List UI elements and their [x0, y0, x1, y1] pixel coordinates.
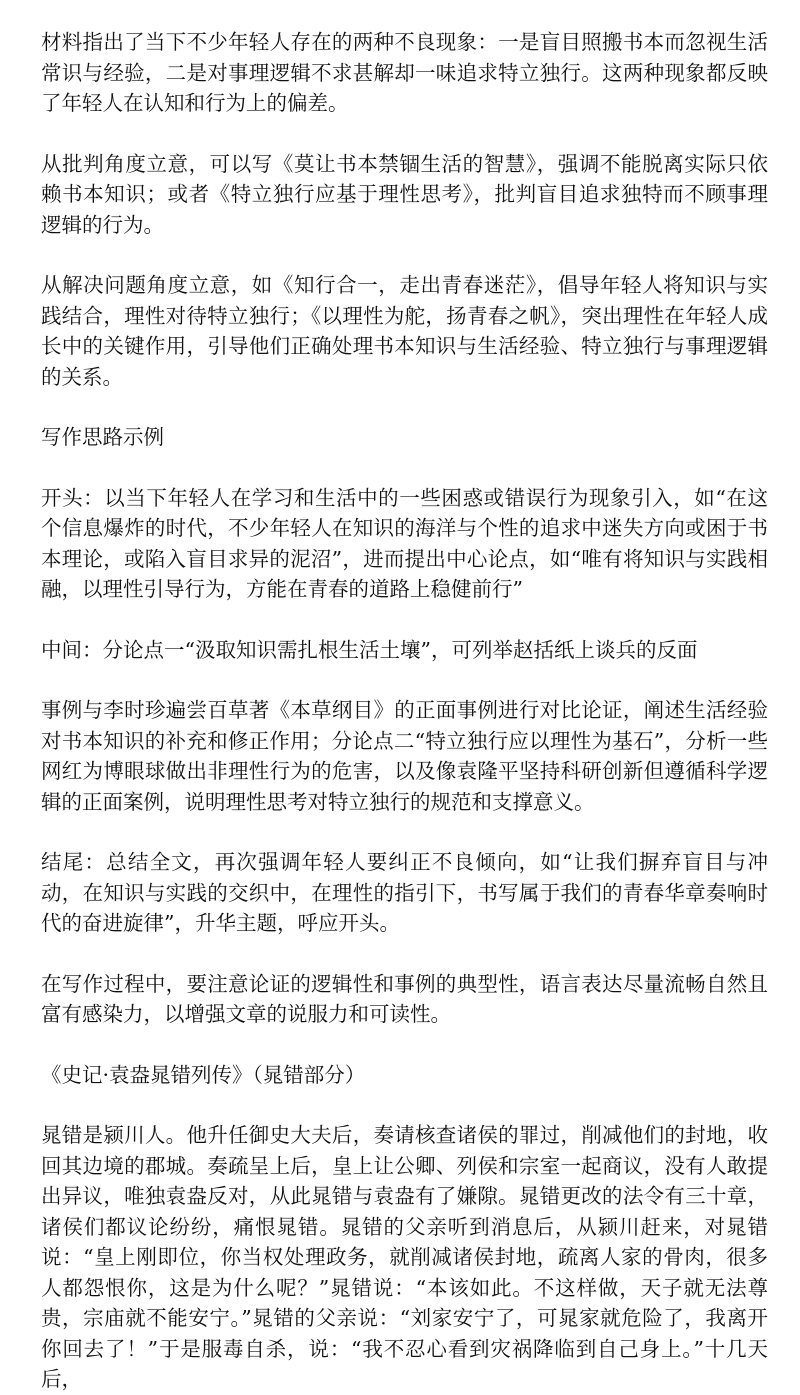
- paragraph-solution-angle: 从解决问题角度立意，如《知行合一，走出青春迷茫》，倡导年轻人将知识与实践结合，理性对待特立独行；《以理性为舵，扬青春之帆》，突出理性在年轻人成长中的关键作用，引导他们正确处理书本知识与生活经验、特立独行与事理逻辑的关系。: [41, 273, 768, 389]
- paragraph-middle-continued: 事例与李时珍遍尝百草著《本草纲目》的正面事例进行对比论证，阐述生活经验对书本知识的补充和修正作用；分论点二“特立独行应以理性为基石”，分析一些网红为博眼球做出非理性行为的危害，以及像袁隆平坚持科研创新但遵循科学逻辑的正面案例，说明理性思考对特立独行的规范和支撑意义。: [41, 698, 768, 814]
- paragraph-critical-angle: 从批判角度立意，可以写《莫让书本禁锢生活的智慧》，强调不能脱离实际只依赖书本知识；或者《特立独行应基于理性思考》，批判盲目追求独特而不顾事理逻辑的行为。: [41, 151, 768, 237]
- paragraph-writing-notes: 在写作过程中，要注意论证的逻辑性和事例的典型性，语言表达尽量流畅自然且富有感染力，以增强文章的说服力和可读性。: [41, 971, 768, 1026]
- paragraph-chao-cuo-story: 晁错是颍川人。他升任御史大夫后，奏请核查诸侯的罪过，削减他们的封地，收回其边境的郡城。奏疏呈上后，皇上让公卿、列侯和宗室一起商议，没有人敢提出异议，唯独袁盎反对，从此晁错与袁盎有了嫌隙。晁错更改的法令有三十章，诸侯们都议论纷纷，痛恨晁错。晁错的父亲听到消息后，从颍川赶来，对晁错说：“皇上刚即位，你当权处理政务，就削减诸侯封地，疏离人家的骨肉，很多人都怨恨你，这是为什么呢？”晁错说：“本该如此。不这样做，天子就无法尊贵，宗庙就不能安宁。”晁错的父亲说：“刘家安宁了，可晁家就危险了，我离开你回去了！”于是服毒自杀，说：“我不忍心看到灾祸降临到自己身上。”十几天后，: [41, 1123, 768, 1391]
- paragraph-opening: 开头：以当下年轻人在学习和生活中的一些困惑或错误行为现象引入，如“在这个信息爆炸的时代，不少年轻人在知识的海洋与个性的追求中迷失方向或困于书本理论，或陷入盲目求异的泥沼”，进而提出中心论点，如“唯有将知识与实践相融，以理性引导行为，方能在青春的道路上稳健前行”: [41, 485, 768, 601]
- paragraph-middle: 中间：分论点一“汲取知识需扎根生活土壤”，可列举赵括纸上谈兵的反面: [41, 637, 698, 662]
- paragraph-material-analysis: 材料指出了当下不少年轻人存在的两种不良现象：一是盲目照搬书本而忽视生活常识与经验，二是对事理逻辑不求甚解却一味追求特立独行。这两种现象都反映了年轻人在认知和行为上的偏差。: [41, 30, 768, 115]
- paragraph-ending: 结尾：总结全文，再次强调年轻人要纠正不良倾向，如“让我们摒弃盲目与冲动，在知识与实践的交织中，在理性的指引下，书写属于我们的青春华章奏响时代的奋进旋律”，升华主题，呼应开头。: [41, 850, 768, 935]
- section-heading-shiji: 《史记·袁盎晁错列传》（晁错部分）: [41, 1062, 366, 1087]
- section-heading-writing-outline: 写作思路示例: [41, 425, 164, 449]
